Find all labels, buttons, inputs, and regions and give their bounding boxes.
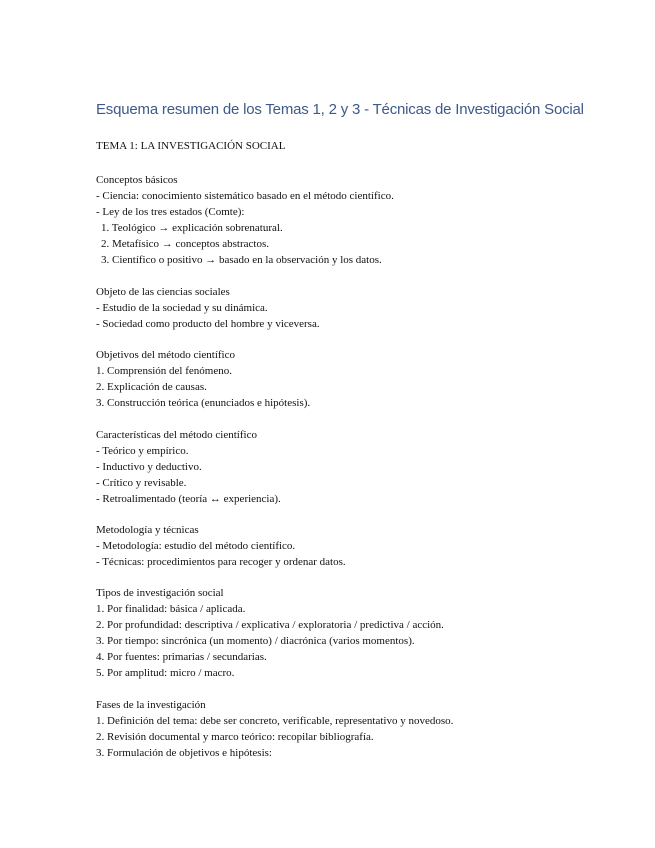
section-objetivos-metodo (96, 347, 310, 411)
list-item: 3. Científico o positivo → basado en la observación y los datos. (101, 254, 382, 266)
list-item: 3. Formulación de objetivos e hipótesis: (96, 747, 272, 759)
section-metodologia-tecnicas (96, 522, 346, 570)
list-item: - Técnicas: procedimientos para recoger y ordenar datos. (96, 556, 346, 568)
list-item: 1. Definición del tema: debe ser concreto, verificable, representativo y novedoso. (96, 715, 454, 727)
document-title: Esquema resumen de los Temas 1, 2 y 3 - Técnicas de Investigación Social (96, 101, 584, 118)
list-item: 1. Por finalidad: básica / aplicada. (96, 603, 246, 615)
list-item: - Retroalimentado (teoría ↔ experiencia). (96, 493, 281, 505)
section-heading: Tipos de investigación social (96, 587, 224, 599)
list-item: 3. Construcción teórica (enunciados e hipótesis). (96, 397, 311, 409)
list-item: 4. Por fuentes: primarias / secundarias. (96, 651, 267, 663)
section-fases-investigacion (96, 697, 453, 761)
list-item: - Teórico y empírico. (96, 445, 189, 457)
section-heading: Metodología y técnicas (96, 524, 199, 536)
section-heading: Objetivos del método científico (96, 349, 235, 361)
list-item: 1. Teológico → explicación sobrenatural. (101, 222, 283, 234)
list-item: 5. Por amplitud: micro / macro. (96, 667, 235, 679)
section-heading: Objeto de las ciencias sociales (96, 286, 230, 298)
list-item: - Metodología: estudio del método científico. (96, 540, 296, 552)
list-item: 2. Revisión documental y marco teórico: recopilar bibliografía. (96, 731, 374, 743)
section-tipos-investigacion (96, 585, 444, 681)
section-heading: Características del método científico (96, 429, 257, 441)
list-item: - Inductivo y deductivo. (96, 461, 202, 473)
list-item: - Sociedad como producto del hombre y viceversa. (96, 318, 320, 330)
list-item: 2. Por profundidad: descriptiva / explicativa / exploratoria / predictiva / acción. (96, 619, 444, 631)
section-heading: Conceptos básicos (96, 174, 178, 186)
section-conceptos-basicos (96, 172, 394, 268)
list-item: - Ley de los tres estados (Comte): (96, 206, 245, 218)
list-item: - Estudio de la sociedad y su dinámica. (96, 302, 268, 314)
list-item: - Ciencia: conocimiento sistemático basado en el método científico. (96, 190, 394, 202)
section-objeto-ciencias-sociales (96, 284, 320, 332)
list-item: 2. Metafísico → conceptos abstractos. (101, 238, 270, 250)
tema-1-heading: TEMA 1: LA INVESTIGACIÓN SOCIAL (96, 140, 286, 152)
list-item: 1. Comprensión del fenómeno. (96, 365, 232, 377)
list-item: 2. Explicación de causas. (96, 381, 207, 393)
section-caracteristicas-metodo (96, 427, 281, 507)
list-item: - Crítico y revisable. (96, 477, 187, 489)
section-heading: Fases de la investigación (96, 699, 206, 711)
list-item: 3. Por tiempo: sincrónica (un momento) / diacrónica (varios momentos). (96, 635, 415, 647)
